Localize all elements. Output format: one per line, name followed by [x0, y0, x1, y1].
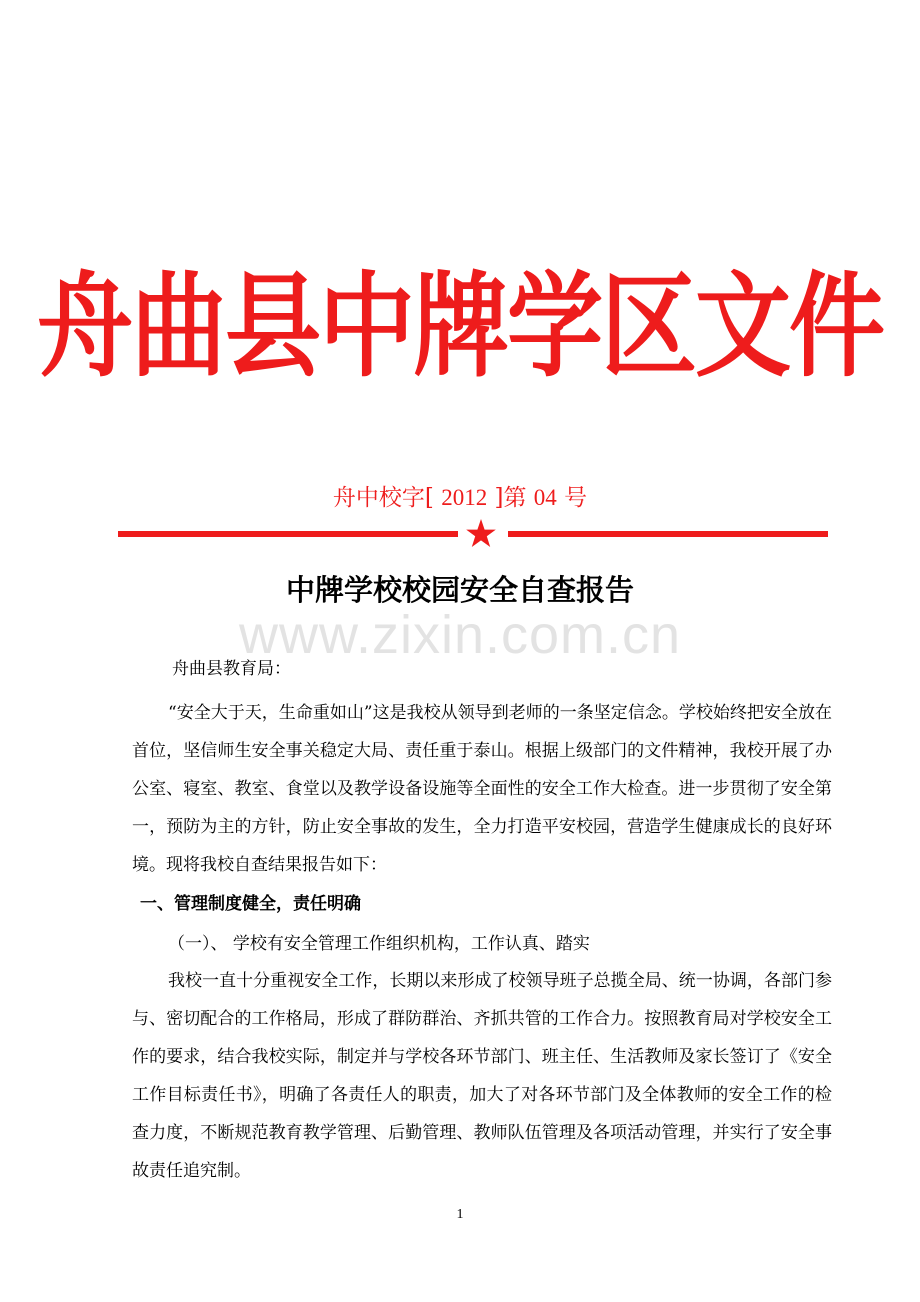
star-icon — [465, 518, 497, 550]
document-title: 中牌学校校园安全自查报告 — [285, 573, 634, 607]
red-rule-left — [118, 531, 458, 537]
section-heading: 一、管理制度健全，责任明确 — [140, 894, 361, 914]
paragraph-intro: “安全大于天，生命重如山”这是我校从领导到老师的一条坚定信念。学校始终把安全放在首位，坚信师生安全事关稳定大局、责任重于泰山。根据上级部门的文件精神，我校开展了办公室、寝室、教室、食堂以及教学设备设施等全面性的安全工作大检查。进一步贯彻了安全第一，预防为主的方针，防止安全事故的发生，全力打造平安校园，营造学生健康成长的良好环境。现将我校自查结果报告如下： — [132, 703, 832, 875]
watermark: www.zixin.com.cn — [238, 605, 682, 665]
doc-year: 2012 — [441, 485, 488, 510]
page-number: 1 — [456, 1207, 464, 1222]
doc-number-suffix: 号 — [556, 485, 588, 511]
addressee: 舟曲县教育局： — [172, 659, 291, 679]
paragraph-body: 我校一直十分重视安全工作，长期以来形成了校领导班子总揽全局、统一协调，各部门参与、密切配合的工作格局，形成了群防群治、齐抓共管的工作合力。按照教育局对学校安全工作的要求，结合我校实际，制定并与学校各环节部门、班主任、生活教师及家长签订了《安全工作目标责任书》，明确了各责任人的职责，加大了对各环节部门及全体教师的安全工作的检查力度，不断规范教育教学管理、后勤管理、教师队伍管理及各项活动管理，并实行了安全事故责任追究制。 — [132, 971, 832, 1181]
doc-number-prefix: 舟中校字[ — [332, 485, 442, 511]
masthead-title: 舟曲县中牌学区文件 — [37, 260, 883, 393]
document-number — [0, 482, 920, 514]
doc-number-value: 04 — [533, 485, 557, 510]
red-rule-right — [508, 531, 828, 537]
doc-number-mid: ]第 — [487, 485, 534, 511]
subsection-heading: （一）、 学校有安全管理工作组织机构，工作认真、踏实 — [168, 934, 590, 954]
